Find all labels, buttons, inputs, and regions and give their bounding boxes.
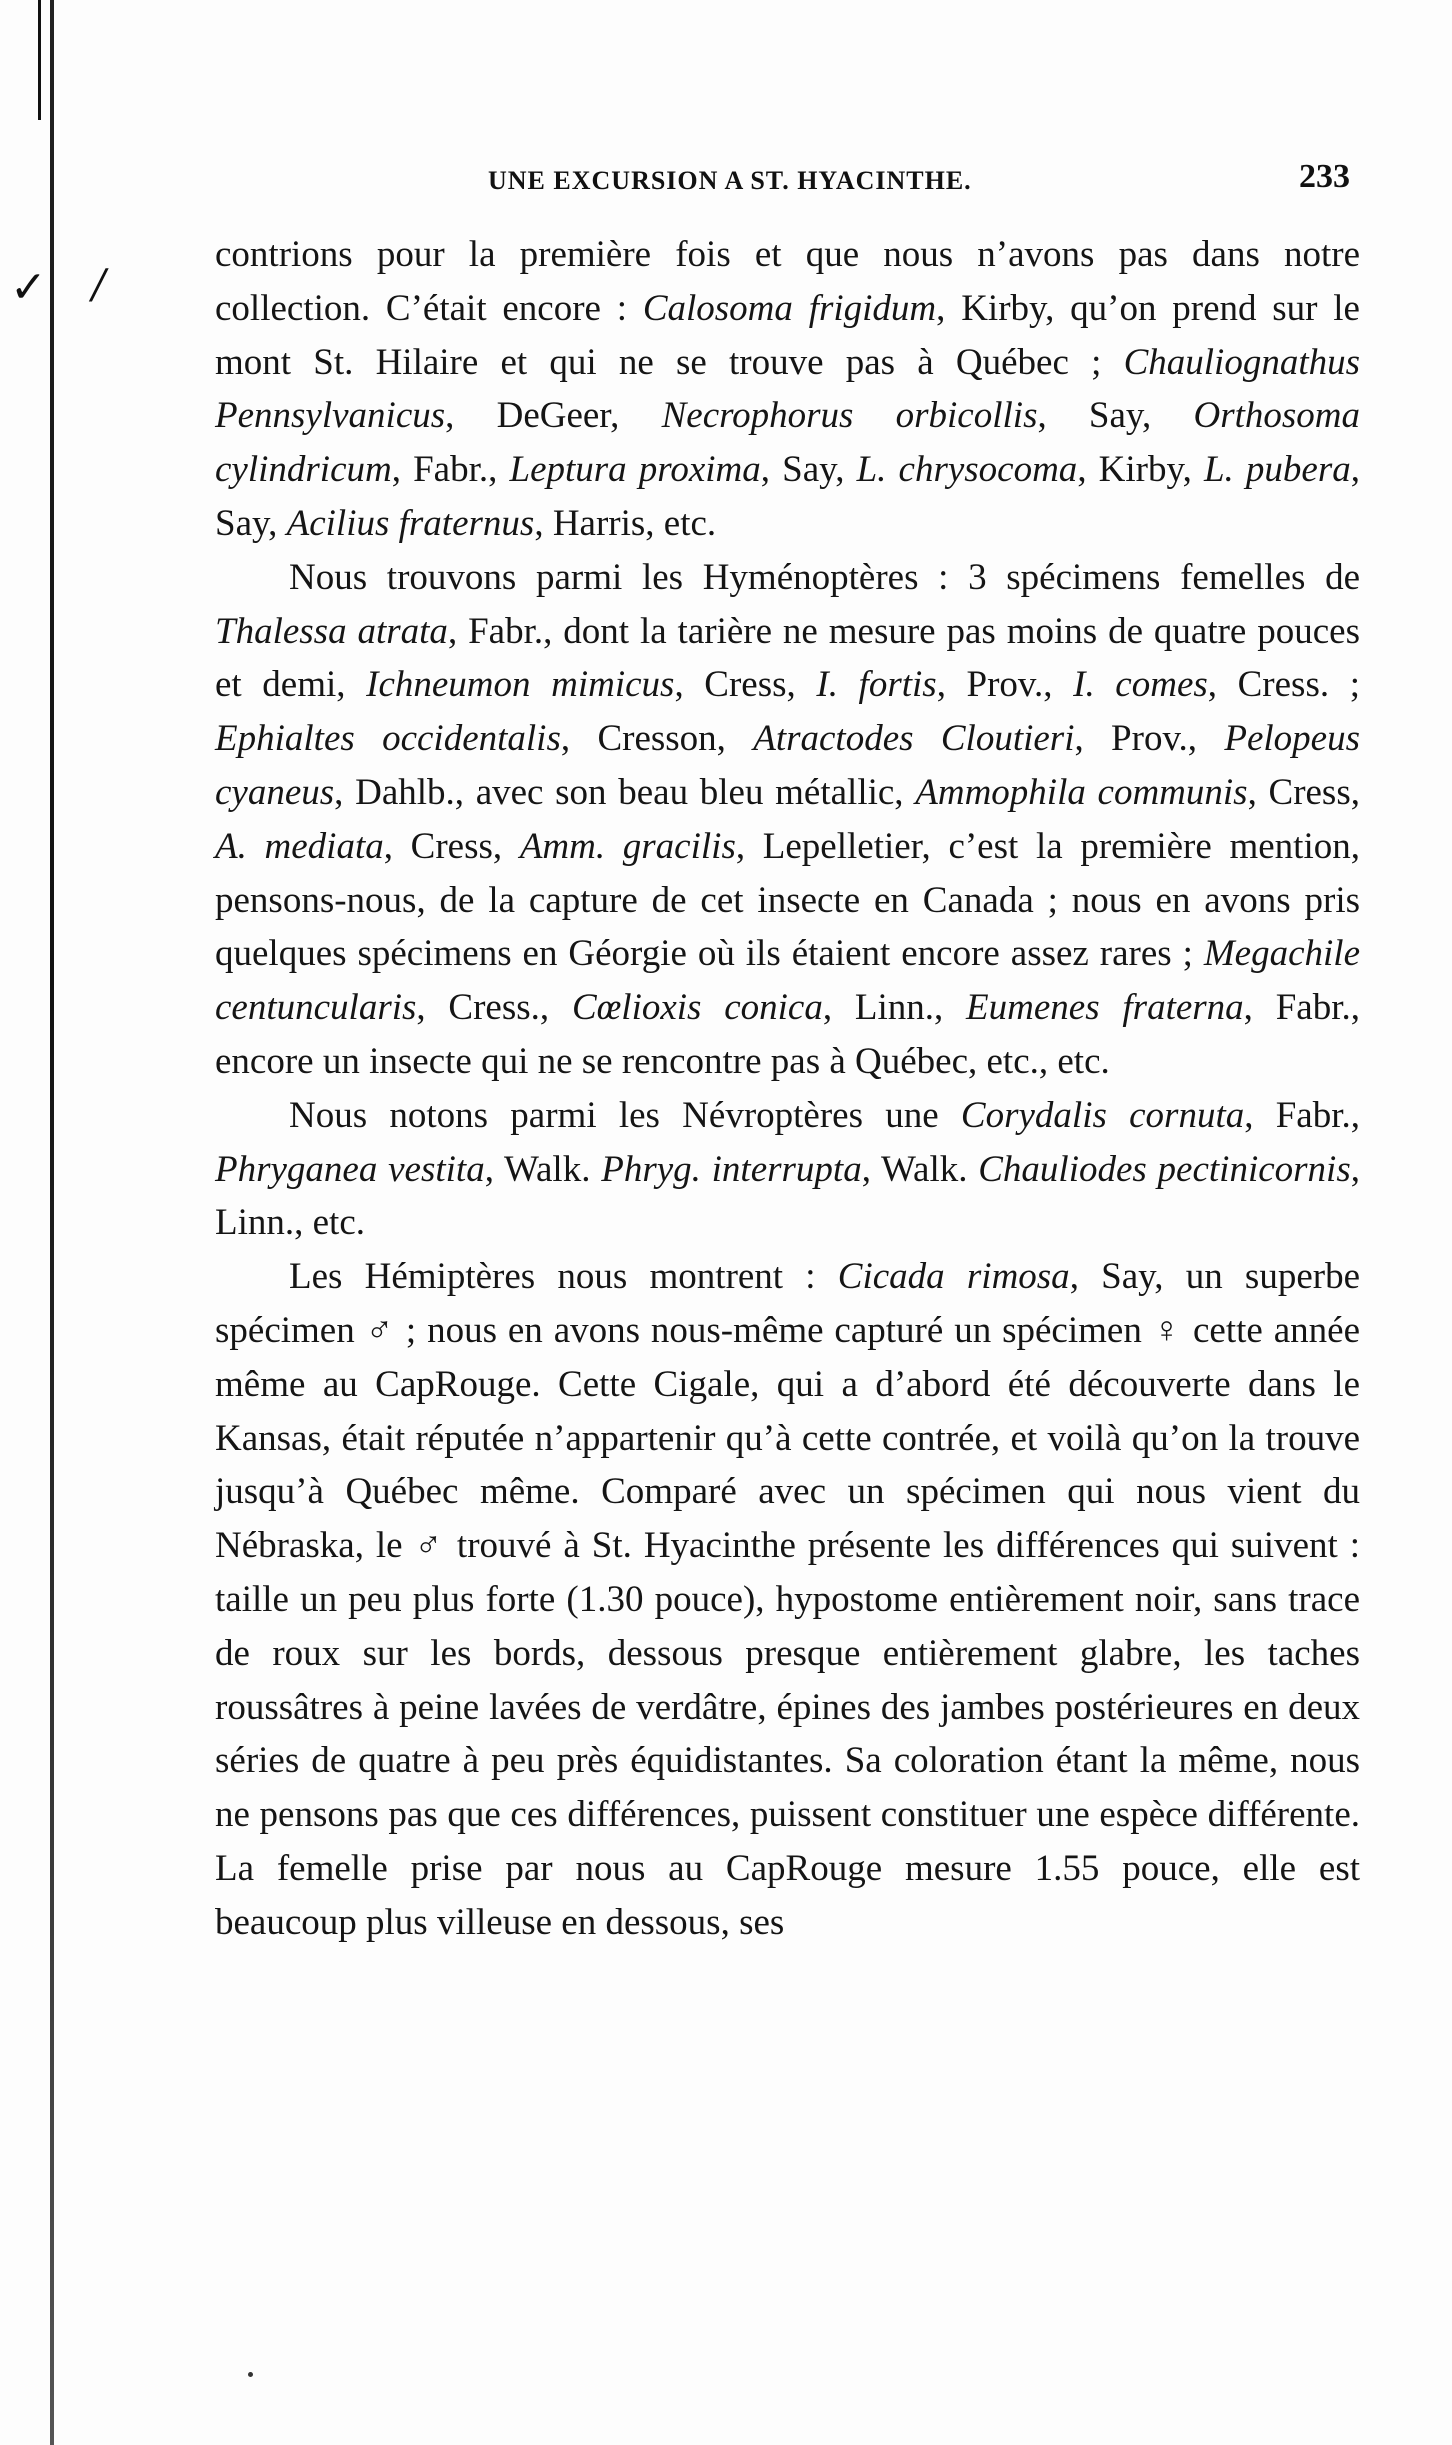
species-name: Ammophila communis	[915, 771, 1248, 813]
paragraph	[215, 551, 1360, 1089]
margin-check-mark: ✓	[10, 262, 47, 313]
species-name: Ichneumon mimicus	[366, 664, 675, 706]
species-name: Megachile centuncularis	[215, 933, 1360, 1029]
species-name: Amm. gracilis	[519, 825, 736, 867]
text-run: , Fabr., dont la tarière ne mesure pas moins de quatre pouces et demi,	[215, 610, 1360, 706]
paragraph	[215, 1250, 1360, 1949]
paragraph	[215, 1089, 1360, 1250]
text-run: Les Hémiptères nous montrent :	[289, 1256, 838, 1298]
species-name: Acilius fraternus	[286, 502, 535, 544]
species-name: Cœlioxis conica	[571, 987, 823, 1029]
species-name: Pelopeus cyaneus	[215, 718, 1360, 813]
species-name: Thalessa atrata	[215, 610, 448, 652]
species-name: Calosoma frigidum	[642, 287, 937, 329]
text-run: , Cress,	[1247, 771, 1360, 813]
body-text	[215, 228, 1360, 1950]
text-run: , Prov.,	[936, 664, 1074, 706]
text-run: , Linn.,	[822, 987, 967, 1029]
text-run: , Walk.	[484, 1148, 602, 1190]
ink-speck	[248, 2372, 253, 2377]
page-header	[488, 158, 1358, 208]
text-run: , Cress,	[383, 825, 520, 867]
text-run: , Cress.,	[416, 987, 572, 1029]
species-name: Necrophorus orbicollis	[661, 395, 1038, 437]
text-run: , Say,	[1037, 395, 1194, 437]
text-run: , Lepelletier, c’est la première mention, pensons-nous, de la capture de cet insecte en Canada ; nous en avons pris quelques spécimens en Géorgie où ils étaient encore assez rares ;	[215, 825, 1360, 975]
species-name: Phryganea vestita	[215, 1148, 485, 1190]
species-name: A. mediata	[215, 825, 384, 867]
species-name: Atractodes Cloutieri	[753, 718, 1075, 760]
text-run: , Linn., etc.	[215, 1148, 1360, 1244]
species-name: Orthosoma cylindricum	[215, 395, 1360, 491]
species-name: Eumenes fraterna	[966, 987, 1244, 1029]
text-run: Nous notons parmi les Névroptères une	[289, 1094, 961, 1136]
text-run: , Harris, etc.	[534, 502, 717, 544]
text-run: , Cress,	[674, 664, 817, 706]
paragraph	[215, 228, 1360, 551]
species-name: L. chrysocoma	[856, 449, 1078, 491]
species-name: Chauliognathus Pennsylvanicus	[215, 341, 1360, 437]
text-run: , Fabr.,	[1244, 1094, 1361, 1136]
binding-edge-line	[50, 0, 54, 2445]
text-run: , Cress. ;	[1207, 664, 1360, 706]
species-name: Chauliodes pectinicornis	[978, 1148, 1351, 1190]
species-name: Ephialtes occidentalis	[215, 718, 561, 760]
text-run: , Kirby, qu’on prend sur le mont St. Hilaire et qui ne se trouve pas à Québec ;	[215, 287, 1360, 383]
text-run: , Prov.,	[1074, 718, 1225, 760]
text-run: , Dahlb., avec son beau bleu métallic,	[334, 771, 916, 813]
text-run: , Fabr.,	[391, 449, 510, 491]
text-run: , Walk.	[861, 1148, 979, 1190]
text-run: , Say,	[760, 449, 857, 491]
text-run: contrions pour la première fois et que nous n’avons pas dans notre collection. C’était encore :	[215, 234, 1360, 329]
species-name: L. pubera	[1203, 449, 1351, 491]
species-name: Cicada rimosa	[837, 1256, 1070, 1298]
text-run: , Fabr., encore un insecte qui ne se rencontre pas à Québec, etc., etc.	[215, 987, 1360, 1082]
species-name: Corydalis cornuta	[960, 1094, 1245, 1136]
species-name: I. fortis	[816, 664, 937, 706]
species-name: I. comes	[1073, 664, 1208, 706]
running-title: UNE EXCURSION A ST. HYACINTHE.	[488, 166, 972, 195]
margin-slash-mark: /	[92, 262, 106, 308]
text-run: , Say,	[215, 449, 1360, 544]
species-name: Phryg. interrupta	[601, 1148, 862, 1190]
text-run: , Kirby,	[1077, 449, 1204, 491]
text-run: , DeGeer,	[445, 395, 662, 437]
page-number: 233	[1299, 158, 1350, 195]
species-name: Leptura proxima	[509, 449, 761, 491]
binding-edge-mark	[38, 0, 41, 120]
text-run: Nous trouvons parmi les Hyménoptères : 3 spécimens femelles de	[289, 556, 1360, 598]
text-run: , Cresson,	[560, 718, 754, 760]
text-run: , Say, un superbe spécimen ♂ ; nous en avons nous-même capturé un spécimen ♀ cette année même au CapRouge. Cette Cigale, qui a d’abord été découverte dans le Kansas, était réputée n’appartenir qu’à cette contrée, et voilà qu’on la trouve jusqu’à Québec même. Comparé avec un spécimen qui nous vient du Nébraska, le ♂ trouvé à St. Hyacinthe présente les différences qui suivent : taille un peu plus forte (1.30 pouce), hypostome entièrement noir, sans trace de roux sur les bords, dessous presque entièrement glabre, les taches roussâtres à peine lavées de verdâtre, épines des jambes postérieures en deux séries de quatre à peu près équidistantes. Sa coloration étant la même, nous ne pensons pas que ces différences, puissent constituer une espèce différente. La femelle prise par nous au CapRouge mesure 1.55 pouce, elle est beaucoup plus villeuse en dessous, ses	[215, 1256, 1360, 1943]
